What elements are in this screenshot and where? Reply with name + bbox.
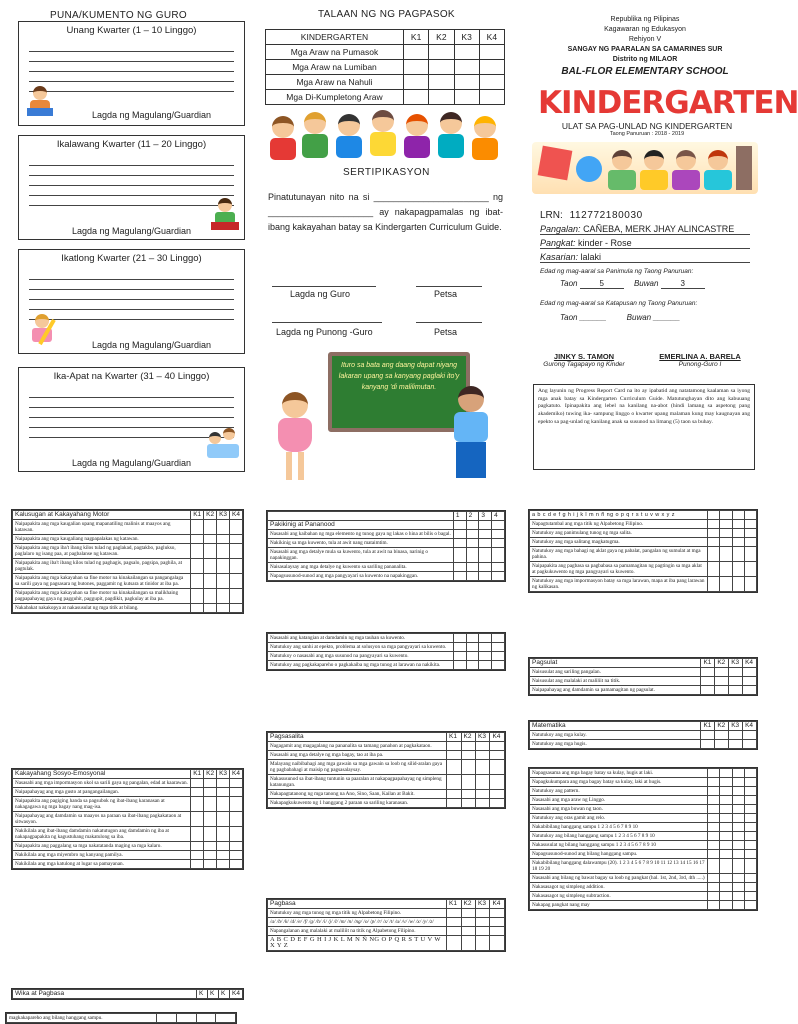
table-row [268,530,505,539]
table-row [530,520,757,529]
attendance-title: TALAAN NG NG PAGPASOK [318,9,455,20]
header-cell: K2 [715,659,729,668]
section-title: Pakikinig at Pananood [268,521,454,530]
skill-cell: Natutukoy ang mga impormasyon batay sa mga larawan, mapa at iba pang larawan ng kalikasan. [530,577,708,592]
table-row [530,577,757,592]
table-row [268,751,505,760]
attendance-row [266,75,505,90]
table-row [268,661,505,670]
skill-cell: Naipapakita ang mga kakayahan sa fine motor na kinakailangan sa malikhaing pagpapahayag gaya ng pagguhit, paggupit, pagdikit, pagkulay at iba pa. [13,589,191,604]
principal-signature [650,352,750,368]
skill-cell: Nakikilala ang ibat-ibang damdamin nakatutugon ang damdamin ng iba at nakapagpapakita ng kagustuhang makatulong sa iba. [13,827,191,842]
header-cell: K4 [230,511,243,520]
quarter-title: Ikatlong Kwarter (21 – 30 Linggo) [61,253,202,264]
skill-cell: Nakasusulat ng bilang hanggang sampu 1 2 3 4 5 6 7 8 9 10 [530,841,708,850]
skill-cell: Nasasabi ang mga araw ng Linggo. [530,796,708,805]
table-header-row [530,511,757,520]
header-cell: 1 [453,512,466,521]
skill-cell: Natutukoy ang pagkakapareho o pagkakaiba ng mga tunog at larawan na nakikita. [268,661,454,670]
skill-cell: Natutukoy ang mga hugis. [530,740,701,749]
cert-body: Pinatutunayan nito na si _______________________ ng _____________________ ay nakapagpamalas ng ibat-ibang kakayahan batay sa Kindergarten Curriculum Guide. [268,192,503,232]
skill-cell: Nakapagkukuwento ng 1 hanggang 2 paraan sa sariling karanasan. [268,799,447,808]
attendance-row [266,90,505,105]
skill-cell: A B C D E F G H I J K L M N Ñ NG O P Q R S T U V W X Y Z [268,936,447,951]
skill-cell: Nakapagtatanong ng mga tanong na Ano, Sino, Saan, Kailan at Bakit. [268,790,447,799]
skill-cell: Nagagamit ang magagalang na pananalita sa tamang panahon at pagkakataon. [268,742,447,751]
header-cell: K1 [191,511,204,520]
boy-illustration [448,386,494,482]
reading-table [266,898,506,952]
year-value: 5 [580,279,624,289]
table-row [13,604,243,613]
header-cell: Pagsulat [530,659,701,668]
purpose-note-text: Ang layunin ng Progress Report Card na ito ay ipabatid ang natatamong kaalaman sa iyong mga anak batay sa Kindergarten Curriculum Guide. Matutunghayan dito ang kabuuang pagkatuto. Ipinapakita ang lebel na kanilang na-abot (hindi lamang sa aspetong pang akademiko) tuwing ika- sampung linggo o kwarter upang malaman kung may kaugnayan ang epekto sa pag-unlad ng kanilang anak sa susunod na limang (5) taon sa buhay. [538,388,750,425]
section-row [540,238,750,249]
skill-cell: Nakasasagot ng simpleng addition. [530,883,708,892]
table-row [13,779,243,788]
header-cell: K4 [743,659,757,668]
alphabet-header: a b c d e f g h i j k l m n ñ ng o p q r s t u v w x y z [530,511,708,520]
adviser-signature [534,352,634,368]
comment-lines [29,388,234,438]
header-cell: Wika at Pagbasa [13,990,197,999]
table-row [13,544,243,559]
skill-cell: Napagsusunod-sunod ang bilang hanggang sampu. [530,850,708,859]
table-row [268,652,505,661]
table-row [530,901,757,910]
skill-cell: Natutukoy ang oras gamit ang relo. [530,814,708,823]
skill-cell: Naisusulat ang malalaki at maliliit na titik. [530,677,701,686]
header-cell: 4 [492,512,505,521]
header-cell: K1 [447,733,461,742]
table-row [530,769,757,778]
skill-cell: Nasasabi ang kaibahan ng mga elemento ng tunog gaya ng lakas o hina at bilis o bagal. [268,530,454,539]
attendance-header-row [266,30,505,45]
sex-label: Kasarian: [540,252,579,262]
row-label: Mga Di-Kumpletong Araw [266,90,404,105]
header-cell: K1 [701,659,715,668]
attendance-row [266,45,505,60]
comment-lines [29,156,234,206]
attendance-table [265,29,505,105]
sex-value: lalaki [580,252,602,262]
table-row [13,827,243,842]
skill-cell: Naipapakita ang pagbasa sa pagbabasa sa pamamagitan ng pagtingin sa mga aklat at pagkukuwento ng mga pangyayari sa kuwento. [530,562,708,577]
name-label: Pangalan: [540,224,581,234]
header-cell [268,512,454,521]
purpose-note-box [533,384,755,470]
skill-cell: Naipapakita ang mga kaugalian upang mapanatiling malinis at maayos ang katawan. [13,520,191,535]
parent-signature-label: Lagda ng Magulang/Guardian [71,458,192,468]
table-row [13,520,243,535]
table-header-row [268,733,505,742]
header-cell: K4 [490,733,505,742]
end-age-label: Edad ng mag-aaral sa Katapusan ng Taong Panuruan: [540,300,698,307]
date-label: Petsa [434,327,458,337]
header-cell: K [197,990,208,999]
skill-cell: Nakabibilang hanggang dalawampu (20). 1 2 3 4 5 6 7 8 9 10 11 12 13 14 15 16 17 18 19 20 [530,859,708,874]
skill-cell: Nakabibilang hanggang sampu 1 2 3 4 5 6 7 8 9 10 [530,823,708,832]
table-row [268,539,505,548]
header-cell: K2 [429,30,454,45]
skill-cell: Malayang naibibahagi ang mga gawain sa mga gawain sa loob ng silid-aralan gaya ng pagbabahagi at maisip ng pagsasalaysay. [268,760,447,775]
table-row [530,677,757,686]
table-row [530,538,757,547]
motor-skills-table [11,509,244,614]
table-row [268,927,505,936]
header-cell: K2 [461,733,475,742]
quarter-title: Unang Kwarter (1 – 10 Linggo) [66,25,197,36]
skill-cell: Natutukoy ang panimulang tunog ng mga salita. [530,529,708,538]
sex-row [540,252,750,263]
parent-signature-label: Lagda ng Magulang/Guardian [91,340,212,350]
table-row [13,574,243,589]
table-row [13,559,243,574]
header-cell: K4 [743,722,757,731]
table-row [530,814,757,823]
skill-cell: Naipapahayag ang mga gusto at pangangailangan. [13,788,191,797]
table-row [268,572,505,581]
table-row [530,731,757,740]
table-row [530,874,757,883]
section-value: kinder - Rose [578,238,632,248]
table-row [13,860,243,869]
header-cell: Pagbasa [268,900,447,909]
table-header-row [13,770,243,779]
republic-label: Republika ng Pilipinas [610,16,680,23]
table-row [530,796,757,805]
name-value: CAÑEBA, MERK JHAY ALINCASTRE [583,224,735,234]
header-cell: K3 [217,511,230,520]
teacher-signature-line [272,286,376,287]
skill-cell: Nasasabi ang bilang ng bawat bagay sa loob ng pangkat (hal. 1st, 2nd, 3rd, 4th .....) [530,874,708,883]
start-age-row [560,279,705,289]
name-row [540,224,750,235]
header-cell: K3 [475,900,489,909]
table-row [268,799,505,808]
principal-signature-label: Lagda ng Punong -Guro [276,327,373,337]
month-value: 3 [661,279,705,289]
table-row [530,883,757,892]
skill-cell: magkakapareho ang bilang hanggang sampu. [7,1014,157,1023]
table-row [13,842,243,851]
classroom-illustration [532,142,758,194]
header-cell: K4 [230,990,243,999]
date-label: Petsa [434,289,458,299]
skill-cell: Nasasabi ang katangian at damdamin ng mga tauhan sa kuwento. [268,634,454,643]
skill-cell: Natutukoy ang mga kulay. [530,731,701,740]
end-age-row [560,313,680,322]
header-cell: K4 [490,900,505,909]
math-table [528,720,758,750]
table-row [530,841,757,850]
table-row [530,859,757,874]
skill-cell: Nakapag pangkat nang may [530,901,708,910]
counting-row-table [5,1012,237,1024]
lrn-label: LRN: [540,210,563,221]
table-row [268,909,505,918]
skill-cell: Naipapakita ang iba't ibang kilos tulad ng paghagis, pagsalo, pagsipa, paghila, at pagtulak. [13,559,191,574]
skill-cell: Nakabakat nakakopya at nakasusulat ng mga titik at bilang. [13,604,191,613]
principal-role: Punong-Guro I [678,361,722,368]
row-label: Mga Araw na Lumiban [266,60,404,75]
comment-lines [29,42,234,92]
skill-cell: Naipapahayag ang damdamin sa maayos na paraan sa ibat-ibang pagkakataon at sitwasyon. [13,812,191,827]
principal-signature-line [272,322,382,323]
table-row [268,936,505,951]
skill-cell: Nasasabi ang mga impormasyon ukol sa sarili gaya ng pangalan, edad at kaarawan. [13,779,191,788]
header-cell: K4 [230,770,243,779]
report-title: ULAT SA PAG-UNLAD NG KINDERGARTEN [561,121,733,131]
math-table-continued [528,767,758,911]
date-line [416,286,482,287]
table-row [268,563,505,572]
teacher-signature-label: Lagda ng Guro [290,289,351,299]
skill-cell: Napangalanan ang malalaki at maliliit na titik ng Alpabetong Filipino. [268,927,447,936]
header-cell: Pagsasalita [268,733,447,742]
header-cell: 3 [479,512,492,521]
table-row [530,778,757,787]
department-label: Kagawaran ng Edukasyon [604,26,686,33]
parent-signature-label: Lagda ng Magulang/Guardian [91,110,212,120]
table-header-row [268,512,505,521]
year-label: Taon [560,279,578,288]
kids-group-illustration [268,108,503,164]
header-cell: K3 [217,770,230,779]
table-row [268,643,505,652]
lrn-value: 112772180030 [569,210,643,221]
table-row [13,788,243,797]
end-year-field: Taon ______ [560,313,607,322]
header-cell: KINDERGARTEN [266,30,404,45]
girl-illustration [272,392,318,484]
speaking-table [266,731,506,809]
header-cell: K4 [479,30,504,45]
section-label: Pangkat: [540,238,576,248]
skill-cell: Nasasabi ang mga detalye ng mga bagay, tao at iba pa. [268,751,447,760]
district-label: Distrito ng MILAOR [612,56,678,63]
table-row [530,668,757,677]
skill-cell: Natutukoy ang mga tunog ng mga titik ng Alpabetong Filipino. [268,909,447,918]
skill-cell: /a/ /b/ /k/ /d/ /e/ /f/ /g/ /h/ /i/ /j/ /l/ /m/ /n/ /ng/ /o/ /p/ /r/ /s/ /t/ /u/ /v/ /w/ /x/ /y/ /z/ [268,918,447,927]
table-row [530,823,757,832]
header-cell: Kalusugan at Kakayahang Motor [13,511,191,520]
table-row [268,790,505,799]
skill-cell: Naisusulat ang sariling pangalan. [530,668,701,677]
month-label: Buwan [633,279,659,288]
lrn-row [540,210,643,221]
quarter-box-1 [18,21,245,126]
table-row [530,686,757,695]
quarter-box-3 [18,249,245,354]
skill-cell: Naisasalaysay ang mga detalye ng kuwento sa sariling pananalita. [268,563,454,572]
header-cell: 2 [466,512,479,521]
header-cell: Kakayahang Sosyo-Emosyonal [13,770,191,779]
skill-cell: Natutukoy ang bilang hanggang sampu 1 2 3 4 5 6 7 8 9 10 [530,832,708,841]
header-cell: K1 [701,722,715,731]
table-row [530,740,757,749]
skill-cell: Nasasabi ang mga buwan ng taon. [530,805,708,814]
skill-cell: Napagsasama ang mga bagay batay sa kulay, hugis at laki. [530,769,708,778]
listening-table-continued [266,632,506,671]
quarter-box-2 [18,135,245,240]
school-name: BAL-FLOR ELEMENTARY SCHOOL [561,66,729,77]
date-line [416,322,482,323]
header-cell: K2 [204,511,217,520]
table-row [530,787,757,796]
table-header-row [268,900,505,909]
table-row [268,760,505,775]
skill-cell: Naipapakita ang mga kaugaliang nagpapalakas ng katawan. [13,535,191,544]
table-row [530,850,757,859]
skill-cell: Natutukoy ang pattern. [530,787,708,796]
listening-table [266,510,506,582]
table-row [268,918,505,927]
region-label: Rehiyon V [628,36,662,43]
table-row [530,832,757,841]
header-cell: K1 [191,770,204,779]
skill-cell: Naipapakita ang paggalang sa mga nakatatanda maging sa mga kalaro. [13,842,191,851]
table-header-row [13,990,243,999]
header-cell: K3 [475,733,489,742]
skill-cell: Nakikilala ang mga miyembro ng kanyang pamilya. [13,851,191,860]
skill-cell: Nakikilala ang mga katulong at lugar sa pamayanan. [13,860,191,869]
header-cell: K1 [447,900,461,909]
skill-cell: Natutukoy o nasasabi ang mga susunod na pangyayari sa kuwento. [268,652,454,661]
left-header: PUNA/KUMENTO NG GURO [50,10,187,21]
quarter-title: Ika-Apat na Kwarter (31 – 40 Linggo) [53,371,210,382]
header-cell: K3 [729,659,743,668]
header-cell: K2 [461,900,475,909]
table-row [13,797,243,812]
skill-cell: Naipapahayag ang damdamin sa pamamagitan ng pagsulat. [530,686,701,695]
skill-cell: Nakikinig sa mga kuwento, tula at awit nang mataimtim. [268,539,454,548]
school-year: Taong Panuruan : 2018 - 2019 [609,131,685,137]
row-label: Mga Araw na Pumasok [266,45,404,60]
quarter-box-4 [18,367,245,472]
table-row [7,1014,236,1023]
header-cell: K3 [454,30,479,45]
table-row [268,742,505,751]
skill-cell: Naipapakita ang mga kakayahan sa fine motor na kinakailangan sa pangangalaga sa sarili gaya ng pagsasara ng butones, paggamit ng kutsara at tinidor at iba pa. [13,574,191,589]
principal-name: EMERLINA A. BARELA [659,352,741,361]
skill-cell: Naipapakita ang pagiging handa sa pagsubok ng ibat-ibang karanasan at nakagagawa ng mga bagay nang mag-isa. [13,797,191,812]
skill-cell: Naipapakita ang mga iba't ibang kilos tulad ng paglakad, pagtakbo, paglukso, paglalaro ng isang paa, at pagbalanse ng katawan. [13,544,191,559]
header-cell: K1 [404,30,429,45]
header-cell: K3 [729,722,743,731]
skill-cell: Napagkukumpara ang mga bagay batay sa kulay, laki at hugis. [530,778,708,787]
table-row [268,775,505,790]
table-header-row [13,511,243,520]
school-header [540,15,750,77]
table-row [13,851,243,860]
alphabet-table [528,509,758,593]
skill-cell: Nakasasagot ng simpleng subtraction. [530,892,708,901]
table-row [530,562,757,577]
table-row [268,548,505,563]
table-row [530,529,757,538]
attendance-row [266,60,505,75]
parent-signature-label: Lagda ng Magulang/Guardian [71,226,192,236]
skill-cell: Natutukoy ang sanhi at epekto, problema at solusyon sa mga pangyayari sa kuwento. [268,643,454,652]
table-row [13,535,243,544]
table-row [268,634,505,643]
table-header-row [530,659,757,668]
skill-cell: Napagsusunod-sunod ang mga pangyayari sa kuwento na napakinggan. [268,572,454,581]
language-table-header [11,988,244,1000]
header-cell: K2 [715,722,729,731]
end-month-field: Buwan ______ [626,313,681,322]
table-row [530,892,757,901]
writing-table [528,657,758,696]
skill-cell: Natutukoy ang mga bahagi ng aklat gaya ng pabalat, pangalan ng sumulat at mga pahina. [530,547,708,562]
socio-emotional-table [11,768,244,870]
chalkboard-text: Ituro sa bata ang daang dapat niyang lakaran upang sa kanyang paglaki ito'y kanyang 'di malilimutan. [338,362,460,391]
table-row [530,547,757,562]
table-header-row [530,722,757,731]
skill-cell: Napagtutambal ang mga titik ng Alpabetong Filipino. [530,520,708,529]
kindergarten-banner: KINDERGARTEN [538,85,798,121]
header-cell: K [208,990,219,999]
start-age-label: Edad ng mag-aaral sa Panimula ng Taong Panuruan: [540,268,694,275]
cert-title: SERTIPIKASYON [343,167,430,178]
table-row [530,805,757,814]
adviser-name: JINKY S. TAMON [553,352,615,361]
table-row [13,589,243,604]
table-subheader-row [268,521,505,530]
skill-cell: Nakasusunod sa ibat-ibang tuntunin sa paaralan at nakapagpapahayag ng simpleng katanungan. [268,775,447,790]
header-cell: K2 [204,770,217,779]
table-row [13,812,243,827]
quarter-title: Ikalawang Kwarter (11 – 20 Linggo) [56,139,207,150]
skill-cell: Nasasabi ang mga detalye mula sa kuwento, tula at awit na binasa, narinig o napakinggan. [268,548,454,563]
comment-lines [29,270,234,320]
header-cell: K [219,990,230,999]
header-cell: Matematika [530,722,701,731]
adviser-role: Gurong Tagapayo ng Kinder [543,361,625,368]
row-label: Mga Araw na Nahuli [266,75,404,90]
skill-cell: Natutukoy ang mga salitang magkatugma. [530,538,708,547]
division-label: SANGAY NG PAARALAN SA CAMARINES SUR [567,46,723,53]
